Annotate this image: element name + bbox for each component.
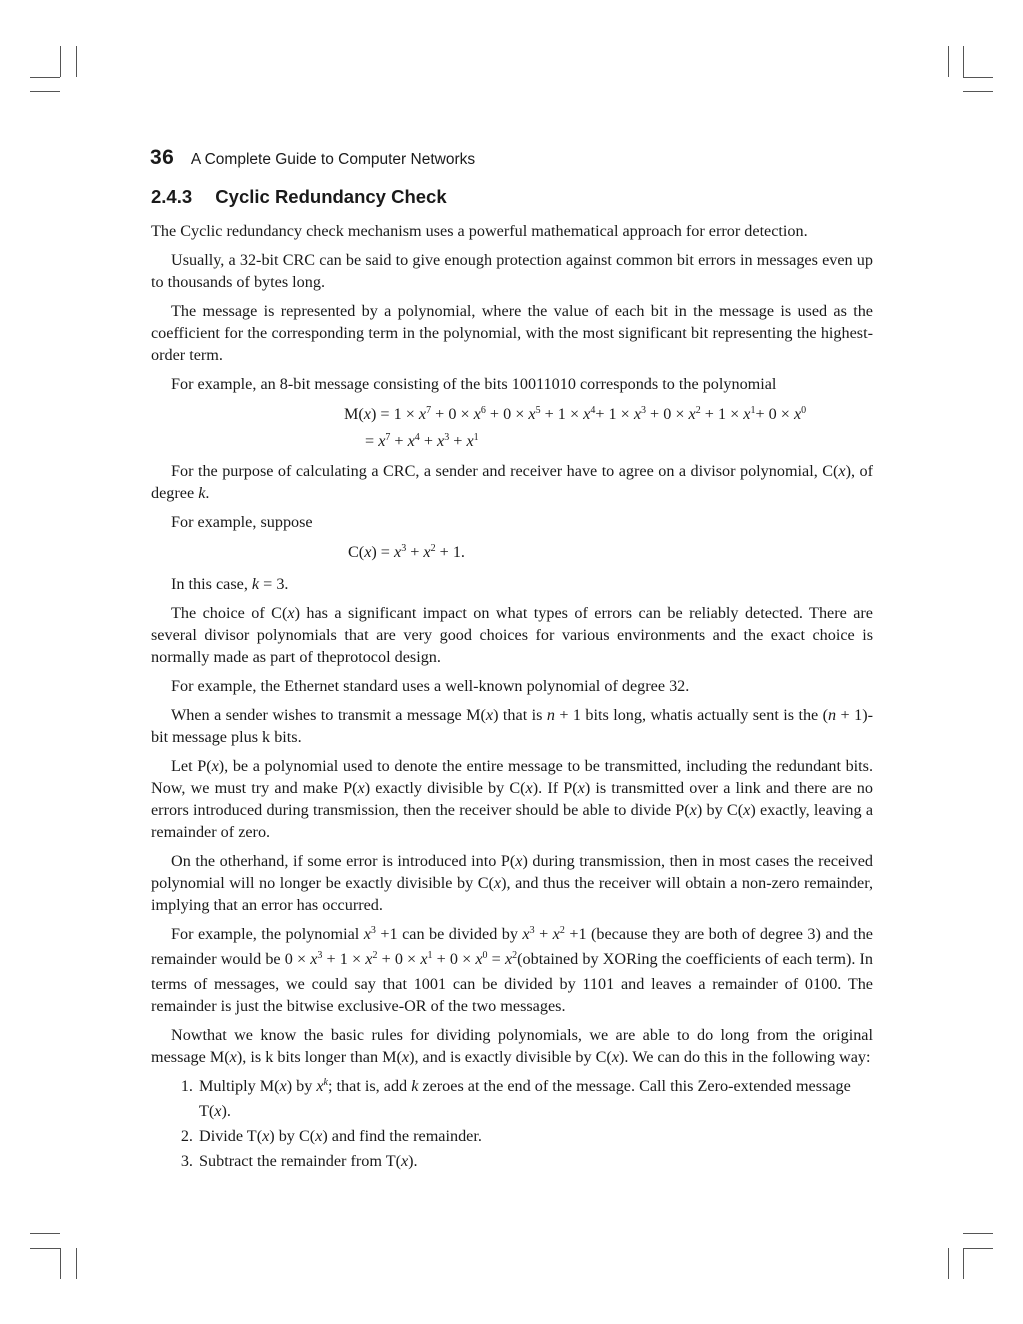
- crop-mark: [963, 1248, 964, 1279]
- equation-divisor-polynomial: $C(x) = x^3 + x^2 + 1$.: [348, 543, 465, 561]
- crop-mark: [963, 77, 993, 78]
- crop-mark: [76, 1248, 77, 1279]
- paragraph: When a sender wishes to transmit a message M(x) that is n + 1 bits long, whatis actually sent is the (n + 1)-bit message plus k bits.: [151, 706, 873, 746]
- steps-list: [151, 1075, 873, 1172]
- crop-mark: [30, 1248, 60, 1249]
- running-header: [150, 146, 475, 170]
- paragraph: The message is represented by a polynomial, where the value of each bit in the message is used as the coefficient for the corresponding term in the polynomial, with the most significant bit representing the highest-order term.: [151, 302, 873, 364]
- crop-mark: [963, 1233, 993, 1234]
- crop-mark: [60, 1248, 61, 1279]
- list-item: 2. Divide T(x) by C(x) and find the remainder.: [197, 1125, 873, 1147]
- paragraph: On the otherhand, if some error is introduced into P(x) during transmission, then in most cases the received polynomial will no longer be exactly divisible by C(x), and thus the receiver will obtain a non-zero remainder, implying that an error has occurred.: [151, 852, 874, 914]
- crop-mark: [948, 1248, 949, 1279]
- crop-mark: [30, 77, 60, 78]
- crop-mark: [60, 46, 61, 77]
- paragraph: For example, the polynomial $x^3 +1$ can be divided by $x^3 + x^2 +1$ (because they are both of degree 3) and the remainder would be $0 \times x^3 + 1 \times x^2 + 0 \times x^1 + 0 \times x^0$ = $x^2(obtained$ by XORing the coefficients of each term). In terms of messages, we could say that 1001 can be divided by 1101 and leaves a remainder of 0100. The remainder is just the bitwise exclusive-OR of the two messages.: [151, 925, 874, 1015]
- paragraph: Usually, a 32-bit CRC can be said to give enough protection against common bit errors in messages even up to thousands of bytes long.: [151, 251, 873, 291]
- paragraph: For example, the Ethernet standard uses a well-known polynomial of degree 32.: [171, 677, 690, 695]
- section-heading: [151, 186, 447, 208]
- paragraph: In this case, k = 3.: [171, 575, 289, 593]
- paragraph: Let P(x), be a polynomial used to denote the entire message to be transmitted, including the redundant bits. Now, we must try and make P(x) exactly divisible by C(x). If P(x) is transmitted over a link and there are no errors introduced during transmission, then the receiver should be able to divide P(x) by C(x) exactly, leaving a remainder of zero.: [151, 757, 874, 841]
- body-text: [151, 220, 873, 1175]
- paragraph: For example, suppose: [171, 513, 313, 531]
- crop-mark: [30, 1233, 60, 1234]
- paragraph: Nowthat we know the basic rules for dividing polynomials, we are able to do long from the original message M(x), is k bits longer than M(x), and is exactly divisible by C(x). We can do this in the following way:: [151, 1026, 873, 1066]
- crop-mark: [963, 91, 993, 92]
- crop-mark: [948, 46, 949, 77]
- paragraph: The choice of C(x) has a significant impact on what types of errors can be reliably detected. There are several divisor polynomials that are very good choices for various environments and the exact choice is normally made as part of theprotocol design.: [151, 604, 873, 666]
- page-number: 36: [150, 146, 175, 169]
- paragraph: For example, an 8-bit message consisting of the bits 10011010 corresponds to the polynomial: [171, 375, 777, 393]
- list-item: 3. Subtract the remainder from T(x).: [197, 1150, 873, 1172]
- equation-message-polynomial: $M(x) = 1 \times x^7 + 0 \times x^6 + 0 \times x^5 + 1 \times x^4+ 1 \times x^3 + 0 \times x^2 + 1 \times x^1+ 0 \times x^0$ = $x^7 + x^4 + x^3 + x^1$: [344, 405, 807, 450]
- paragraph: For the purpose of calculating a CRC, a sender and receiver have to agree on a divisor polynomial, C(x), of degree k.: [151, 462, 873, 502]
- section-title: Cyclic Redundancy Check: [215, 186, 447, 207]
- crop-mark: [30, 91, 60, 92]
- crop-mark: [76, 46, 77, 77]
- list-item: 1. Multiply M(x) by $x^k$; that is, add k zeroes at the end of the message. Call this Zero-extended message T(x).: [197, 1075, 873, 1122]
- crop-mark: [963, 1248, 993, 1249]
- paragraph: The Cyclic redundancy check mechanism uses a powerful mathematical approach for error detection.: [151, 222, 808, 240]
- crop-mark: [963, 46, 964, 77]
- section-number: 2.4.3: [151, 186, 193, 207]
- book-title: A Complete Guide to Computer Networks: [190, 151, 476, 168]
